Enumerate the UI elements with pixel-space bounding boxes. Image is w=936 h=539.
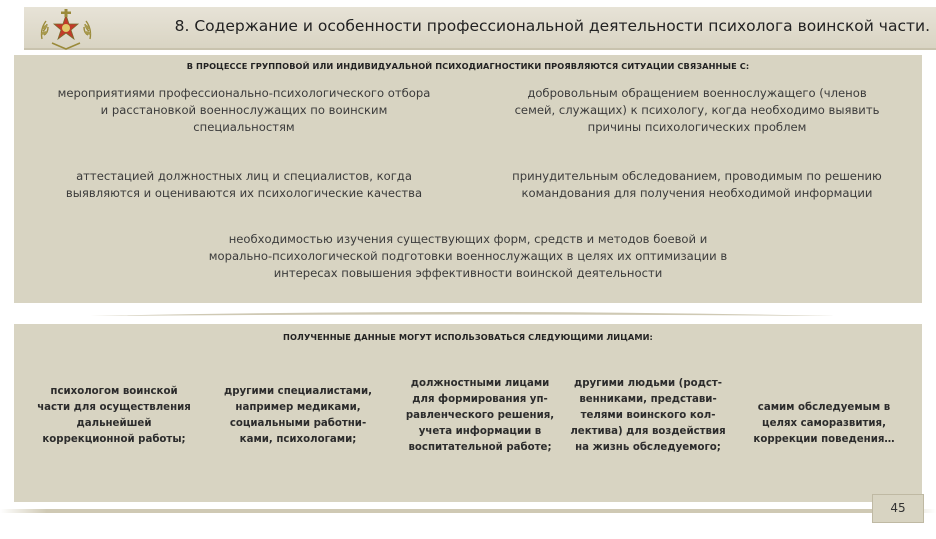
situation-forced-examination: принудительным обследованием, проводимым по решению командования для получения необходимой информации [512, 169, 882, 200]
situations-heading: В ПРОЦЕССЕ ГРУППОВОЙ ИЛИ ИНДИВИДУАЛЬНОЙ ПСИХОДИАГНОСТИКИ ПРОЯВЛЯЮТСЯ СИТУАЦИИ СВЯЗАННЫЕ С: [186, 61, 750, 71]
user-examinee: самим обследуемым в целях саморазвития, коррекции поведения… [753, 402, 895, 445]
situation-voluntary-request: добровольным обращением военнослужащего (членов семей, служащих) к психологу, когда необходимо выявить причины психологических проблем [514, 86, 880, 134]
situation-attestation: аттестацией должностных лиц и специалистов, когда выявляются и оцениваются их психологические качества [65, 169, 423, 200]
user-relatives: другими людьми (родст- венниками, представи- телями воинского кол- лектива) для воздействия на жизнь обследуемого; [570, 378, 726, 453]
section-divider [90, 310, 836, 320]
user-other-specialists: другими специалистами, например медиками, социальными работни- ками, психологами; [224, 386, 372, 445]
users-panel [14, 324, 922, 502]
page-number: 45 [872, 494, 924, 523]
situations-panel [14, 55, 922, 303]
military-emblem-icon [36, 9, 96, 51]
users-heading: ПОЛУЧЕННЫЕ ДАННЫЕ МОГУТ ИСПОЛЬЗОВАТЬСЯ СЛЕДУЮЩИМИ ЛИЦАМИ: [283, 332, 653, 342]
footer-rule [0, 509, 936, 513]
user-unit-psychologist: психологом воинской части для осуществления дальнейшей коррекционной работы; [37, 386, 191, 445]
page-title: 8. Содержание и особенности профессиональной деятельности психолога воинской части. [174, 17, 930, 35]
situation-training-study: необходимостью изучения существующих форм, средств и методов боевой и морально-психологической подготовки военнослужащих в целях их оптимизации в интересах повышения эффективности воинской деятельности [208, 232, 728, 280]
header-bar [24, 7, 936, 50]
user-officials: должностными лицами для формирования уп- равленческого решения, учета информации в воспитательной работе; [405, 378, 555, 453]
situation-selection: мероприятиями профессионально-психологического отбора и расстановкой военнослужащих по воинским специальностям [57, 86, 431, 134]
